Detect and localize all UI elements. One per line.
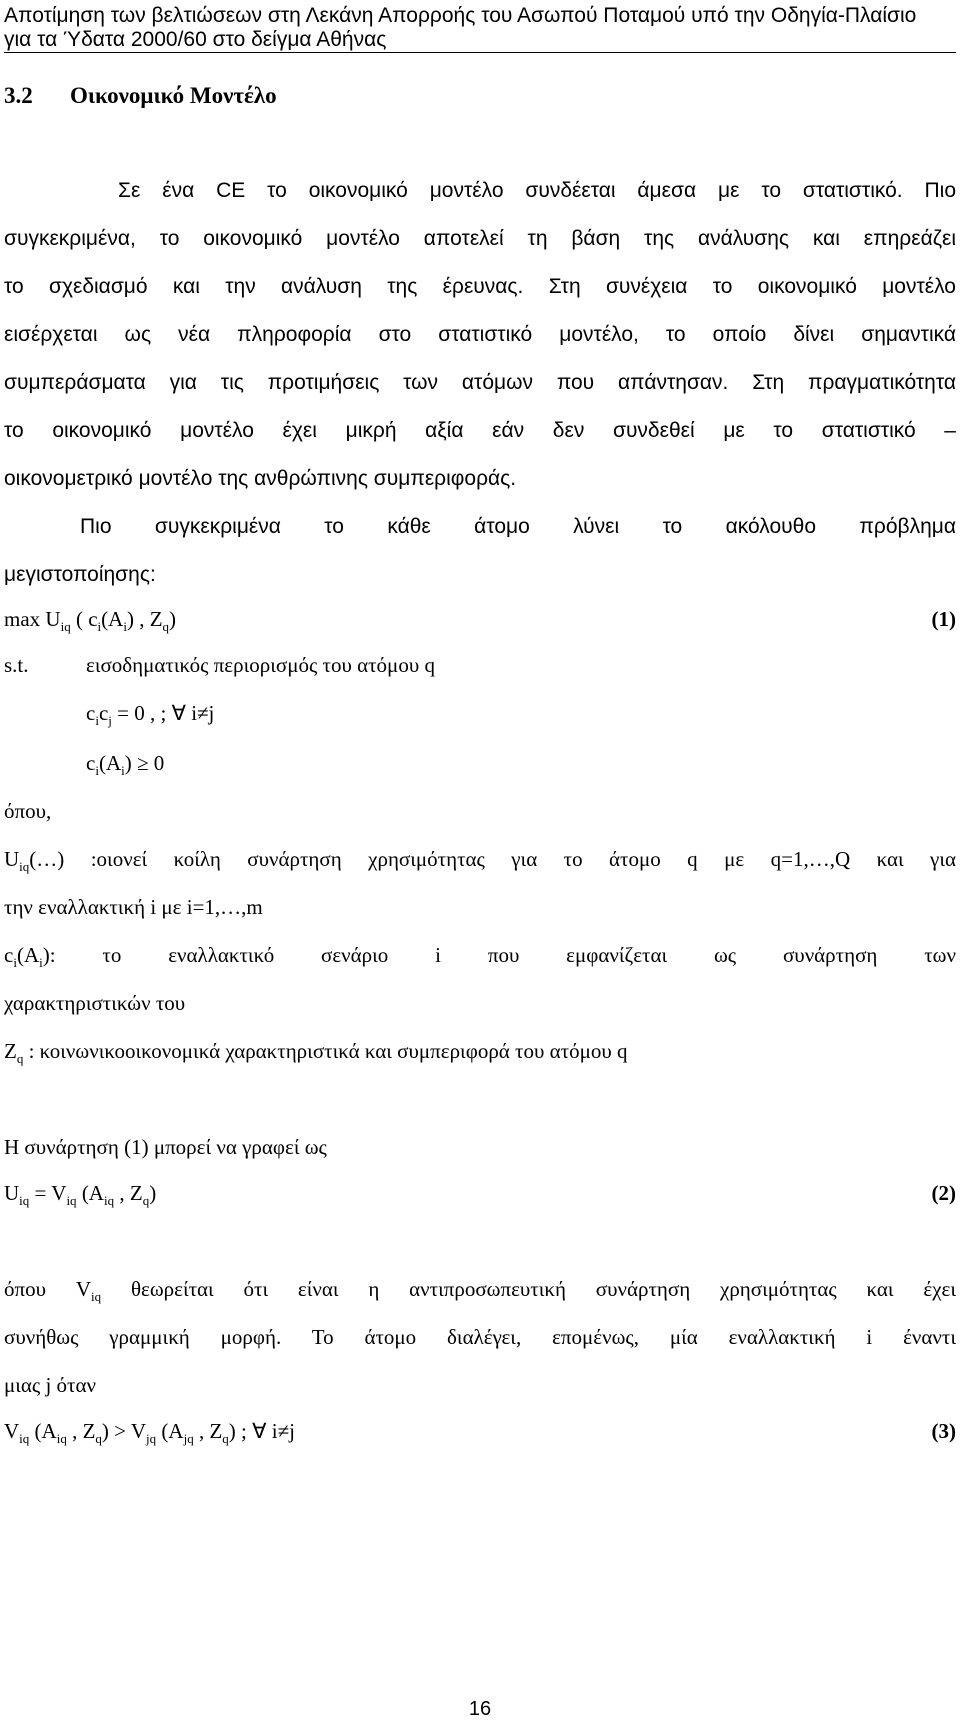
eq3-text: ) > V [101,1419,147,1443]
equation-2 [4,1180,156,1206]
definition-text: U [4,847,20,871]
definition-text: (A [16,943,40,967]
paragraph-4-line-2: συνήθως γραμμική μορφή. Το άτομο διαλέγει, επομένως, μία εναλλακτική i έναντι [4,1325,956,1349]
eq2-text: , Z [114,1181,143,1205]
constraint-subscript: i [95,763,99,778]
eq1-subscript: q [162,619,170,634]
eq2-subscript: iq [19,1193,30,1208]
paragraph-2-line-2: μεγιστοποίησης: [4,563,156,586]
definition-utility-cont: την εναλλακτική i με i=1,…,m [4,895,263,919]
eq1-text: max U [4,607,61,631]
eq3-text: , Z [66,1419,96,1443]
paragraph-1-line-7: οικονομετρικό μοντέλο της ανθρώπινης συμπεριφοράς. [4,467,517,490]
eq3-subscript: iq [56,1431,67,1446]
constraint-text: = 0 , ; ∀ i≠j [111,701,215,725]
paragraph-1-line-5: συμπεράσματα για τις προτιμήσεις των ατόμων που απάντησαν. Στη πραγματικότητα [4,371,956,394]
paragraph-text: θεωρείται ότι είναι η αντιπροσωπευτική συνάρτηση χρησιμότητας και έχει [101,1277,956,1301]
eq1-text: (A [101,607,124,631]
paragraph-1-line-3: το σχεδιασμό και την ανάλυση της έρευνας. Στη συνέχεια το οικονομικό μοντέλο [4,275,956,298]
eq3-text: (A [29,1419,57,1443]
paragraph-1-line-6: το οικονομικό μοντέλο έχει μικρή αξία εάν δεν συνδεθεί με το στατιστικό – [4,419,956,442]
definition-text: (…) :οιονεί κοίλη συνάρτηση χρησιμότητας για το άτομο q με q=1,…,Q και για [29,847,956,871]
eq2-text: = V [29,1181,67,1205]
constraint-exclusive [86,700,214,726]
definition-alternative [4,942,956,968]
eq3-subscript: q [95,1431,102,1446]
constraint-text: (A [98,751,122,775]
eq3-text: V [4,1419,20,1443]
eq3-subscript: jq [183,1431,194,1446]
equation-1 [4,606,176,632]
eq2-subscript: iq [66,1193,77,1208]
header-rule [4,52,956,53]
eq2-text: (A [76,1181,104,1205]
constraint-subscript: i [121,763,125,778]
paragraph-1-line-2: συγκεκριμένα, το οικονομικό μοντέλο αποτελεί τη βάση της ανάλυσης και επηρεάζει [4,227,956,250]
constraint-text: c [86,701,96,725]
eq2-text: ) [149,1181,157,1205]
eq1-text: ) , Z [126,607,163,631]
constraint-subscript: i [95,713,99,728]
eq2-subscript: q [142,1193,150,1208]
constraint-subscript: j [108,713,112,728]
running-header-line-2: για τα Ύδατα 2000/60 στο δείγμα Αθήνας [4,28,387,51]
definition-subscript: i [39,955,43,970]
paragraph-1-line-4: εισέρχεται ως νέα πληροφορία στο στατιστικό μοντέλο, το οποίο δίνει σημαντικά [4,323,956,346]
paragraph-text: όπου V [4,1277,91,1301]
page-number: 16 [468,1698,492,1720]
definition-utility [4,846,956,872]
equation-2-number: (2) [931,1181,956,1205]
paragraph-3: Η συνάρτηση (1) μπορεί να γραφεί ως [4,1135,327,1159]
definition-text: ): το εναλλακτικό σενάριο i που εμφανίζεται ως συνάρτηση των [42,943,956,967]
paragraph-subscript: iq [91,1289,102,1304]
eq3-text: ) ; ∀ i≠j [228,1419,295,1443]
subject-to-label: s.t. [4,653,29,677]
eq1-subscript: i [97,619,102,634]
paragraph-4-line-3: μιας j όταν [4,1373,96,1397]
eq3-text: (A [156,1419,184,1443]
definition-socioeconomic [4,1038,628,1064]
eq3-subscript: q [222,1431,229,1446]
running-header-line-1: Αποτίμηση των βελτιώσεων στη Λεκάνη Απορροής του Ασωπού Ποταμού υπό την Οδηγία-Πλαίσιο [4,4,917,27]
section-number: 3.2 [4,83,33,108]
equation-3 [4,1418,295,1444]
eq3-subscript: iq [19,1431,30,1446]
eq3-text: , Z [193,1419,223,1443]
paragraph-1-line-1: Σε ένα CE το οικονομικό μοντέλο συνδέεται άμεσα με το στατιστικό. Πιο [118,179,956,202]
definition-alternative-cont: χαρακτηριστικών του [4,991,186,1015]
constraint-nonnegative [86,750,164,776]
definition-subscript: q [16,1051,24,1066]
eq1-subscript: iq [60,619,71,634]
eq1-text: ( c [70,607,98,631]
paragraph-2-line-1: Πιο συγκεκριμένα το κάθε άτομο λύνει το ακόλουθο πρόβλημα [80,515,956,538]
definition-text: c [4,943,14,967]
definition-text: Z [4,1039,17,1063]
equation-3-number: (3) [931,1419,956,1443]
equation-1-number: (1) [931,607,956,631]
eq2-subscript: iq [103,1193,115,1208]
eq3-subscript: jq [146,1431,157,1446]
constraint-text: c [98,701,109,725]
eq1-subscript: i [123,619,127,634]
eq2-text: U [4,1181,20,1205]
constraint-text: c [86,751,96,775]
paragraph-4-line-1 [4,1276,956,1302]
definition-subscript: i [13,955,17,970]
constraint-text: ) ≥ 0 [124,751,165,775]
eq1-text: ) [169,607,177,631]
constraint-income: εισοδηματικός περιορισμός του ατόμου q [86,653,435,677]
definition-text: : κοινωνικοοικονομικά χαρακτηριστικά και συμπεριφορά του ατόμου q [23,1039,628,1063]
definition-subscript: iq [19,859,30,874]
section-title: Οικονομικό Μοντέλο [70,83,277,108]
where-label: όπου, [4,799,52,823]
section-heading [4,82,277,110]
